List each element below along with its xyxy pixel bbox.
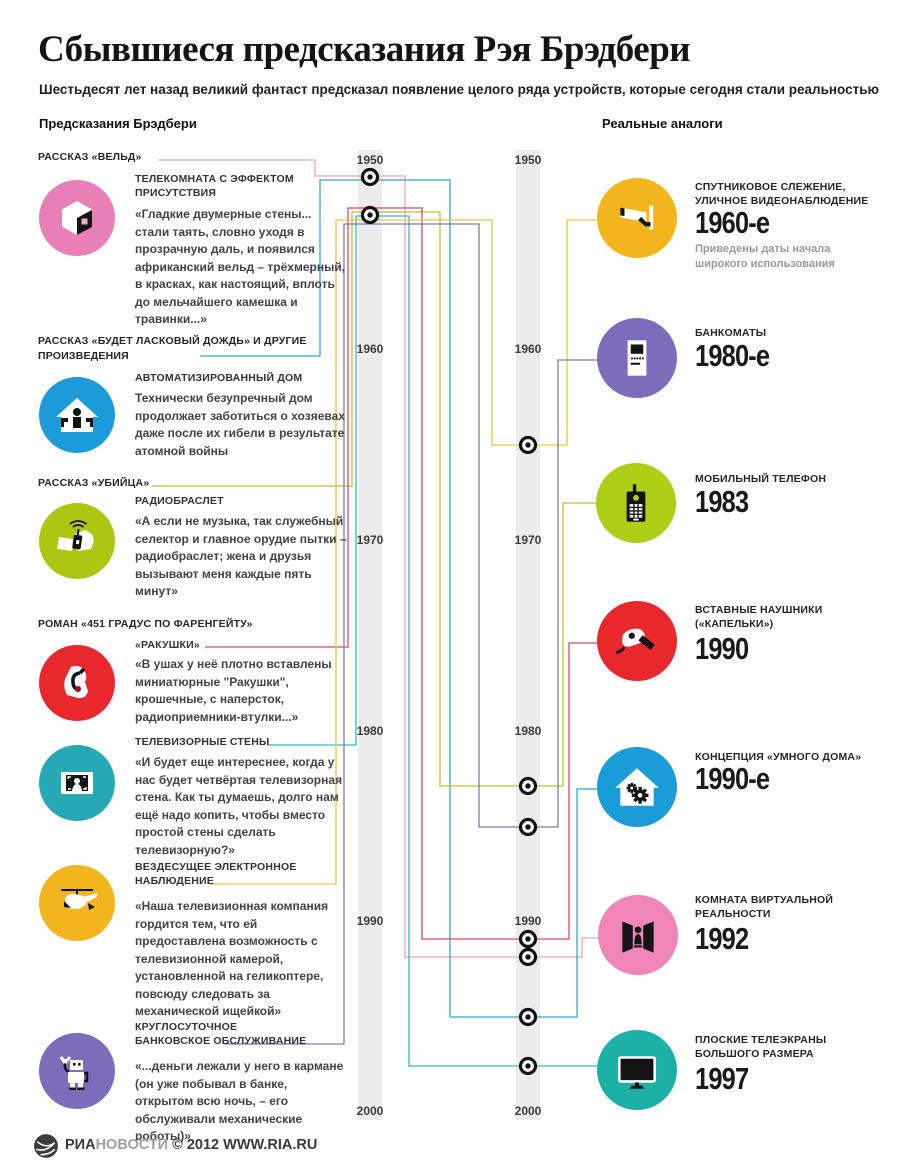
copyright-text: © 2012 WWW.RIA.RU — [172, 1137, 318, 1153]
realization-title: ПЛОСКИЕ ТЕЛЕЭКРАНЫ БОЛЬШОГО РАЗМЕРА — [695, 1034, 827, 1060]
realization-year: 1990 — [695, 631, 749, 666]
prediction-quote: «В ушах у неё плотно вставлены миниатюрные "Ракушки", крошечные, с наперсток, радиоприемники-втулки...» — [135, 657, 332, 724]
prediction-quote: «И будет еще интереснее, когда у нас будет четвёртая телевизорная стена. Как ты думаешь, долго нам ещё надо копить, чтобы вместо простой стены сделать телевизорную?» — [135, 755, 343, 857]
prediction-quote: «...деньги лежали у него в кармане (он уже побывал в банке, открытом всю ночь, – его обслуживали механические роботы)» — [135, 1059, 344, 1143]
page-title: Сбывшиеся предсказания Рэя Брэдбери — [38, 29, 691, 70]
realization-circle — [597, 601, 677, 681]
page-subtitle: Шестьдесят лет назад великий фантаст предсказал появление целого ряда устройств, которые сегодня стали реальностью — [39, 82, 880, 97]
realization-year: 1990-е — [695, 761, 770, 796]
realization-year: 1960-е — [695, 205, 770, 240]
realization-title: СПУТНИКОВОЕ СЛЕЖЕНИЕ, УЛИЧНОЕ ВИДЕОНАБЛЮДЕНИЕ — [695, 181, 869, 207]
prediction-title: АВТОМАТИЗИРОВАННЫЙ ДОМ — [135, 372, 303, 384]
timeline-year-label: 1960 — [356, 342, 384, 356]
timeline-year-label: 1970 — [514, 533, 542, 547]
robot-icon — [53, 1047, 101, 1095]
prediction-title: «РАКУШКИ» — [135, 639, 200, 651]
smart-home-icon — [612, 762, 662, 812]
timeline-marker — [521, 950, 536, 965]
realization-circle — [597, 318, 677, 398]
prediction-circle — [39, 745, 115, 821]
realization-title: КОМНАТА ВИРТУАЛЬНОЙ РЕАЛЬНОСТИ — [695, 894, 834, 920]
prediction-title: ТЕЛЕКОМНАТА С ЭФФЕКТОМ ПРИСУТСТВИЯ — [135, 173, 294, 199]
realization-circle — [597, 747, 677, 827]
cube-room-icon — [53, 194, 101, 242]
timeline-year-label: 1950 — [514, 153, 542, 167]
realization-title: БАНКОМАТЫ — [695, 327, 767, 339]
timeline-year-label: 1990 — [356, 914, 384, 928]
realization-title: ВСТАВНЫЕ НАУШНИКИ («КАПЕЛЬКИ») — [695, 604, 823, 630]
timeline-marker — [521, 820, 536, 835]
prediction-circle — [39, 1033, 115, 1109]
realization-circle — [598, 895, 678, 975]
timeline-marker — [363, 208, 378, 223]
realization-circle — [597, 178, 677, 258]
timeline-year-label: 2000 — [356, 1104, 384, 1118]
atm-icon — [612, 333, 662, 383]
prediction-title: ТЕЛЕВИЗОРНЫЕ СТЕНЫ — [135, 736, 270, 748]
ria-globe-icon — [33, 1133, 59, 1159]
prediction-circle — [39, 865, 115, 941]
prediction-category: РАССКАЗ «УБИЙЦА» — [38, 477, 150, 489]
brand-novosti: НОВОСТИ — [95, 1137, 169, 1153]
prediction-quote: «А если не музыка, так служебный селектор и главное орудие пытки – радиобраслет; жена и друзья вызывают меня каждые пять минут» — [135, 514, 347, 598]
tv-person-icon — [53, 759, 101, 807]
vr-room-icon — [613, 910, 663, 960]
realization-circle — [596, 463, 676, 543]
prediction-category: РАССКАЗ «ВЕЛЬД» — [38, 151, 142, 163]
timeline-year-label: 1960 — [514, 342, 542, 356]
prediction-quote: Технически безупречный дом продолжает заботиться о хозяевах даже после их гибели в результате атомной войны — [135, 391, 345, 458]
realization-note: Приведены даты начала широкого использования — [695, 243, 835, 270]
prediction-circle — [39, 503, 115, 579]
cctv-camera-icon — [612, 193, 662, 243]
prediction-quote: «Наша телевизионная компания гордится тем, что ей предоставлена возможность с телевизионной камерой, установленной на геликоптере, повсюду следовать за механической ищейкой» — [135, 899, 329, 1018]
helicopter-icon — [53, 879, 101, 927]
timeline-year-label: 1990 — [514, 914, 542, 928]
prediction-circle — [39, 377, 115, 453]
prediction-circle — [39, 645, 115, 721]
realization-title: КОНЦЕПЦИЯ «УМНОГО ДОМА» — [695, 751, 862, 763]
brick-phone-icon — [611, 478, 661, 528]
prediction-quote: «Гладкие двумерные стены... стали таять, словно уходя в прозрачную даль, и появился африканский вельд – трёхмерный, в красках, как настоящий, вплоть до мельчайшего камешка и травинки...» — [135, 207, 346, 326]
timeline-marker — [363, 170, 378, 185]
prediction-category: РАССКАЗ «БУДЕТ ЛАСКОВЫЙ ДОЖДЬ» И ДРУГИЕ ПРОИЗВЕДЕНИЯ — [38, 335, 307, 362]
realization-title: МОБИЛЬНЫЙ ТЕЛЕФОН — [695, 473, 827, 485]
wrist-radio-icon — [53, 517, 101, 565]
ear-shell-icon — [53, 659, 101, 707]
timeline-year-label: 1980 — [356, 724, 384, 738]
timeline-year-label: 1970 — [356, 533, 384, 547]
timeline-markers — [363, 170, 536, 1074]
realization-circle — [597, 1030, 677, 1110]
prediction-circle — [39, 180, 115, 256]
timeline-marker — [521, 1010, 536, 1025]
brand-ria: РИА — [65, 1137, 96, 1153]
right-column-header: Реальные аналоги — [602, 116, 723, 131]
timeline-year-label: 1950 — [356, 153, 384, 167]
timeline-marker — [521, 1059, 536, 1074]
realization-year: 1980-е — [695, 338, 770, 373]
flat-tv-icon — [612, 1045, 662, 1095]
footer-credit — [65, 1137, 317, 1153]
timeline-year-label: 2000 — [514, 1104, 542, 1118]
timeline-marker — [521, 932, 536, 947]
realization-year: 1983 — [695, 484, 749, 519]
prediction-title: КРУГЛОСУТОЧНОЕ БАНКОВСКОЕ ОБСЛУЖИВАНИЕ — [135, 1021, 307, 1047]
timeline-year-label: 1980 — [514, 724, 542, 738]
prediction-title: ВЕЗДЕСУЩЕЕ ЭЛЕКТРОННОЕ НАБЛЮДЕНИЕ — [135, 861, 297, 887]
realization-year: 1992 — [695, 921, 749, 956]
prediction-category: РОМАН «451 ГРАДУС ПО ФАРЕНГЕЙТУ» — [38, 618, 253, 630]
timeline-marker — [521, 779, 536, 794]
timeline-marker — [521, 438, 536, 453]
realization-year: 1997 — [695, 1061, 749, 1096]
house-person-icon — [53, 391, 101, 439]
prediction-title: РАДИОБРАСЛЕТ — [135, 495, 224, 507]
earbud-icon — [612, 616, 662, 666]
left-column-header: Предсказания Брэдбери — [39, 116, 197, 131]
